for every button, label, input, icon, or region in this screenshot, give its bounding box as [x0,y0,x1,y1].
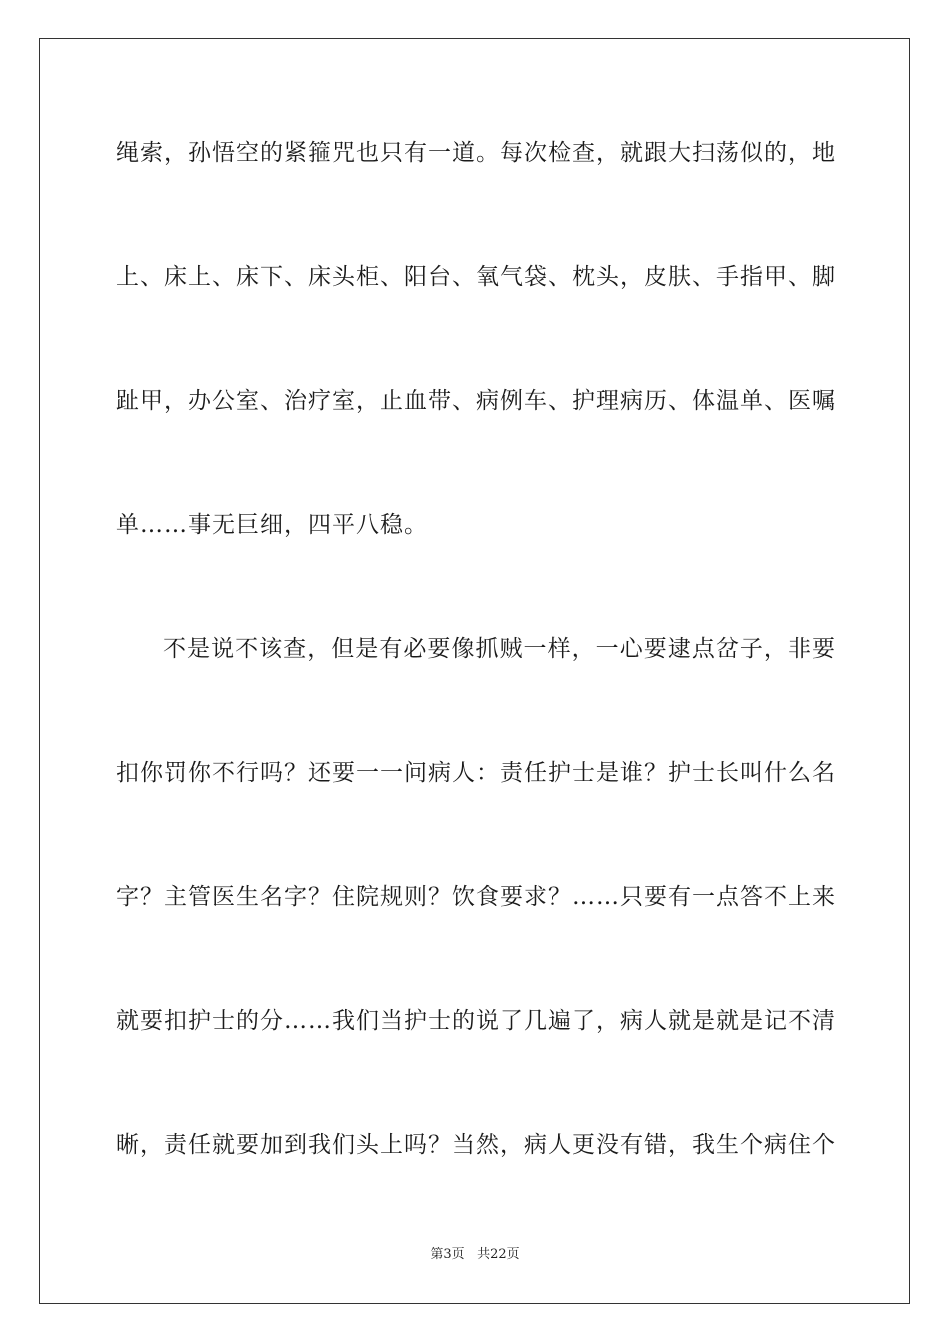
text-line-9: 晰，责任就要加到我们头上吗？当然，病人更没有错，我生个病住个 [116,1132,836,1158]
text-line-5: 不是说不该查，但是有必要像抓贼一样，一心要逮点岔子，非要 [163,636,836,662]
text-line-1: 绳索，孙悟空的紧箍咒也只有一道。每次检查，就跟大扫荡似的，地 [116,140,836,166]
page-number: 第3页 [430,1247,465,1262]
text-line-4: 单……事无巨细，四平八稳。 [116,512,428,538]
page-total: 共22页 [477,1247,520,1262]
text-line-3: 趾甲，办公室、治疗室，止血带、病例车、护理病历、体温单、医嘱 [116,388,836,414]
text-line-8: 就要扣护士的分……我们当护士的说了几遍了，病人就是就是记不清 [116,1008,836,1034]
text-line-6: 扣你罚你不行吗？还要一一问病人：责任护士是谁？护士长叫什么名 [116,760,836,786]
page-border [39,38,910,1304]
page-footer [0,1246,950,1264]
footer-spacer [465,1247,477,1262]
text-line-7: 字？主管医生名字？住院规则？饮食要求？……只要有一点答不上来 [116,884,836,910]
text-line-2: 上、床上、床下、床头柜、阳台、氧气袋、枕头，皮肤、手指甲、脚 [116,264,836,290]
